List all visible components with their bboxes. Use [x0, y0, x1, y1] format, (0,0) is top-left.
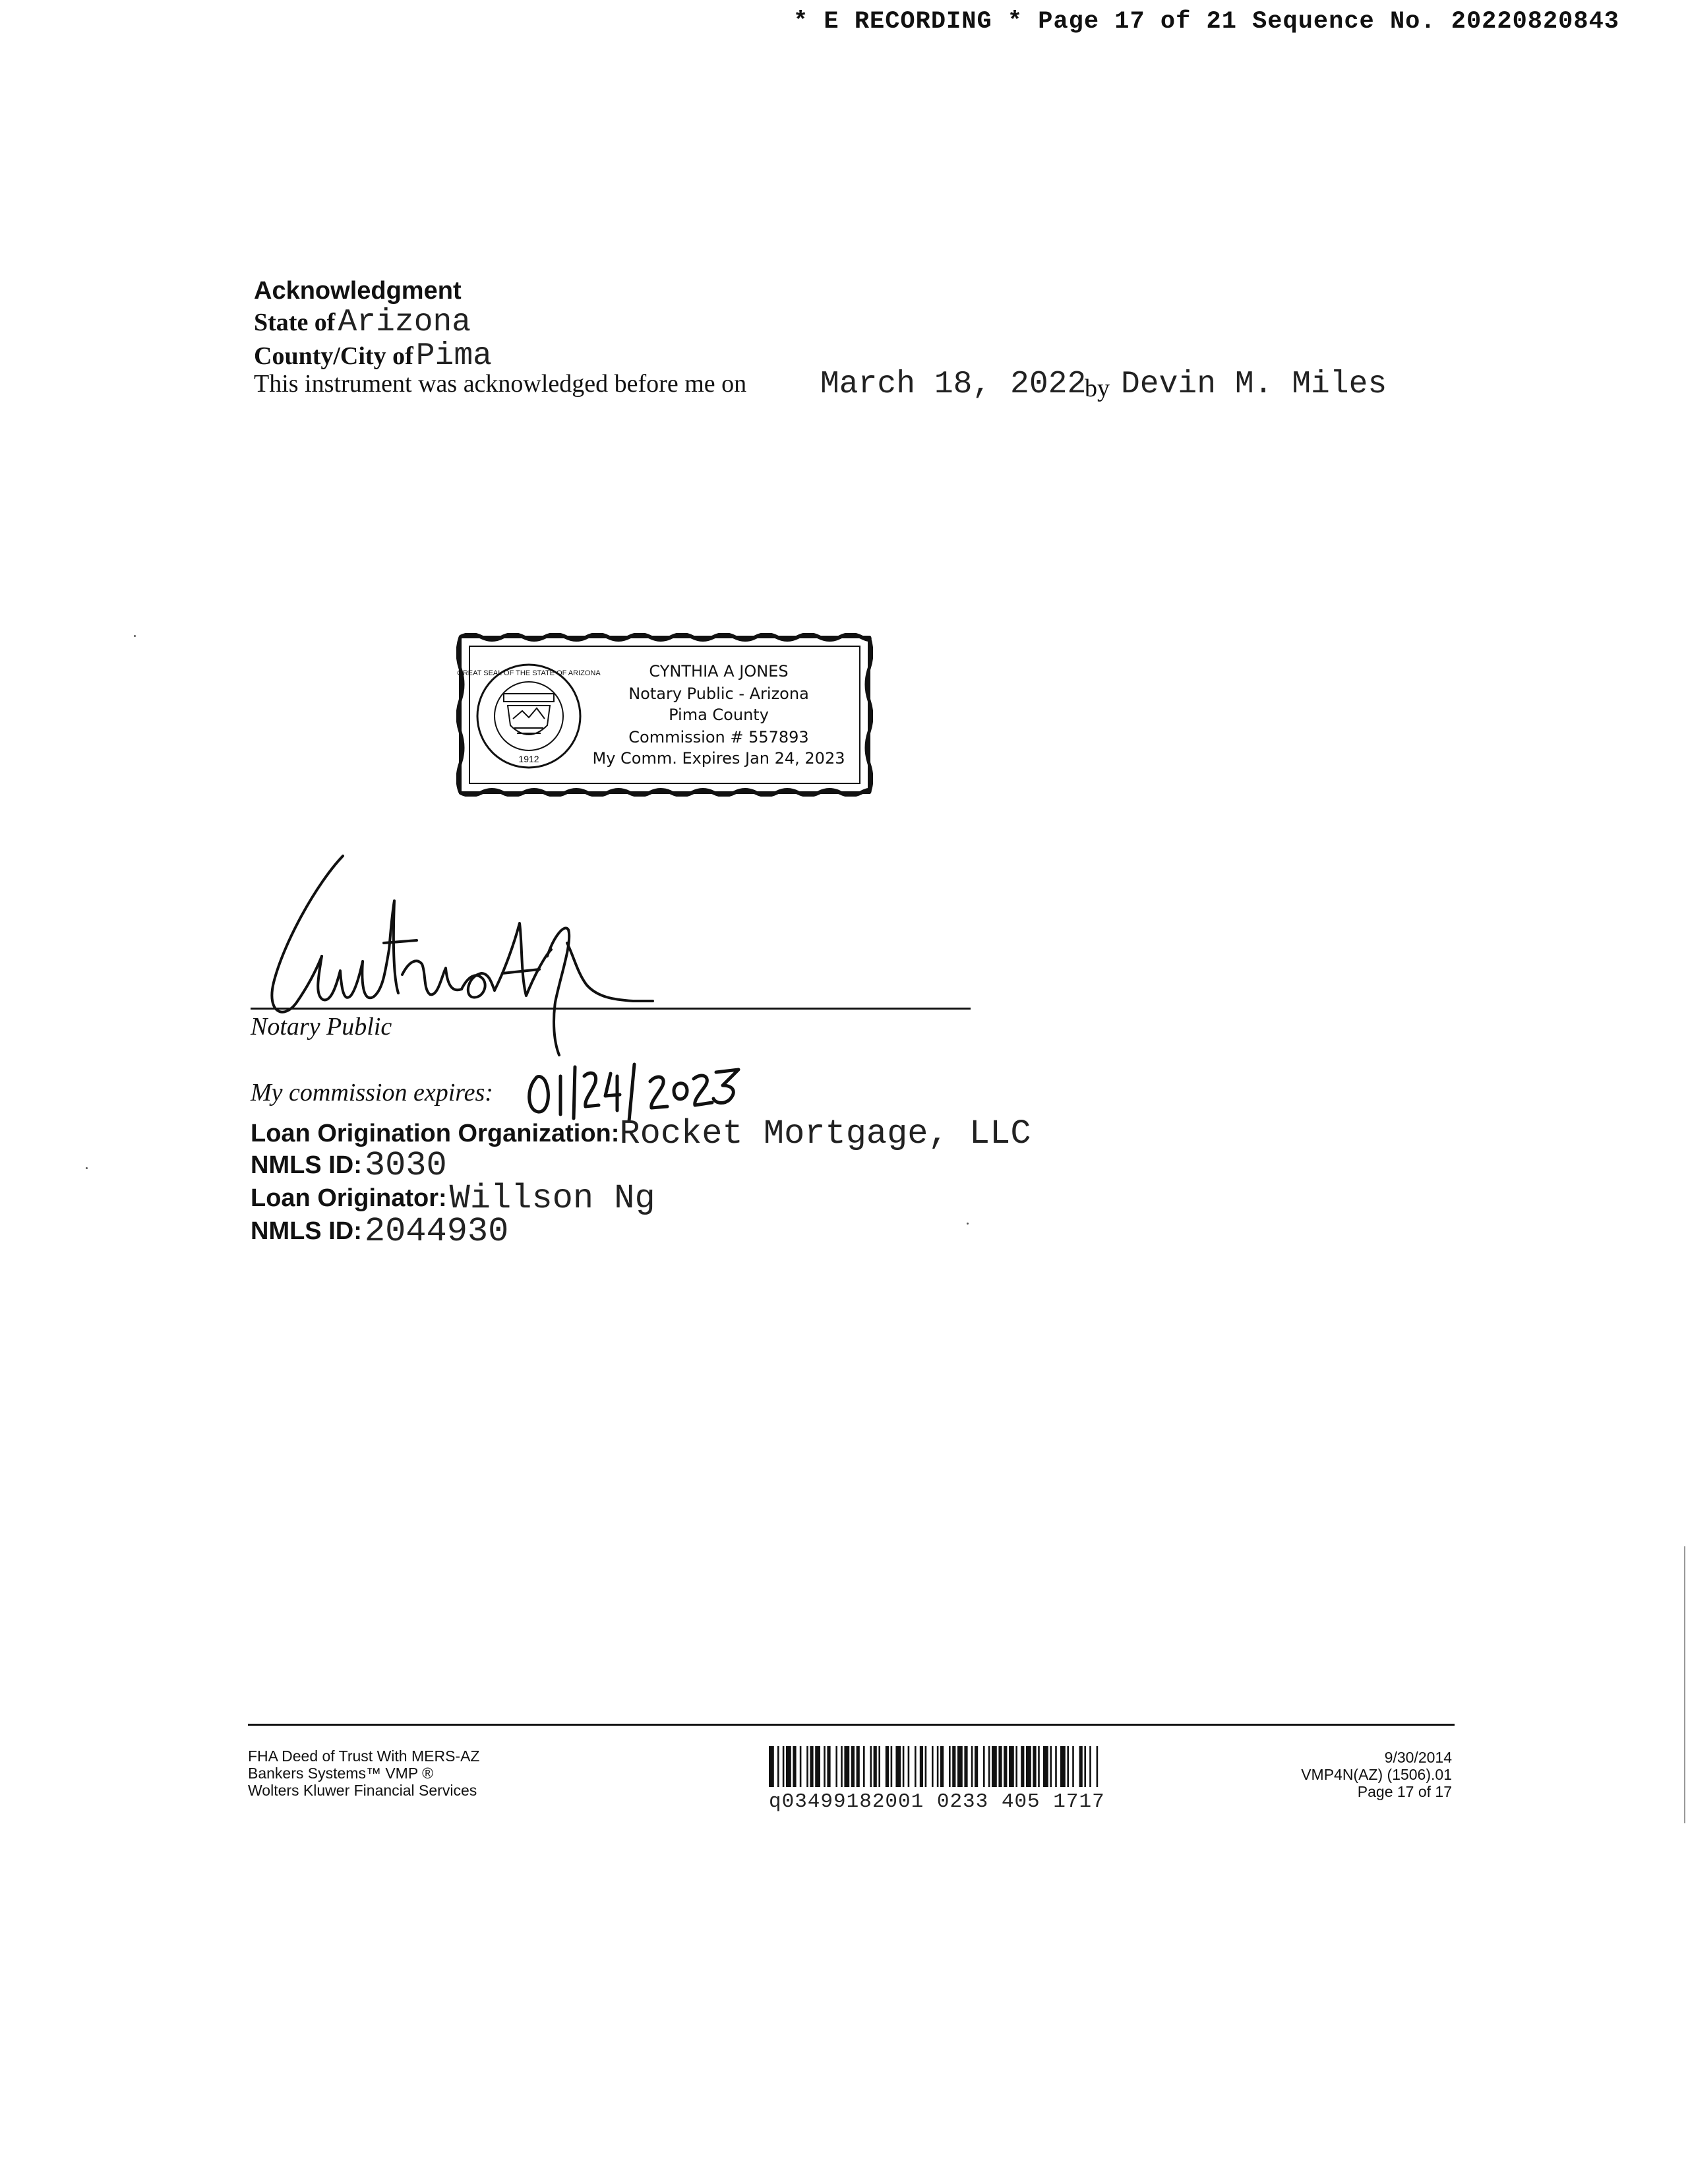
- originator-label: Loan Originator:: [251, 1184, 447, 1212]
- acknowledged-label: This instrument was acknowledged before me on: [254, 370, 747, 398]
- barcode: [769, 1746, 1228, 1794]
- stamp-name: CYNTHIA A JONES: [649, 662, 789, 681]
- footer-publisher: Wolters Kluwer Financial Services: [248, 1782, 477, 1799]
- footer-form-title: FHA Deed of Trust With MERS-AZ: [248, 1747, 480, 1765]
- acknowledged-date: March 18, 2022: [820, 367, 1087, 402]
- scan-speck: [86, 1167, 88, 1169]
- state-value: Arizona: [338, 305, 471, 340]
- footer-form-info: [248, 1747, 479, 1799]
- county-value: Pima: [415, 338, 492, 374]
- signature-line: [251, 1008, 971, 1010]
- barcode-number: q03499182001 0233 405 1717: [769, 1790, 1105, 1813]
- footer-rule: [248, 1724, 1455, 1726]
- state-label: State of: [254, 309, 336, 336]
- acknowledgment-title: Acknowledgment: [254, 277, 462, 305]
- originator-nmls-line: [251, 1212, 508, 1251]
- stamp-county: Pima County: [669, 706, 769, 724]
- originator-value: Willson Ng: [449, 1179, 655, 1218]
- commission-expires-label: My commission expires:: [251, 1079, 493, 1107]
- commission-date-handwritten: [521, 1050, 745, 1122]
- org-nmls-label: NMLS ID:: [251, 1151, 362, 1179]
- loan-org-label: Loan Origination Organization:: [251, 1120, 620, 1147]
- scan-speck: [134, 635, 136, 637]
- recording-header: * E RECORDING * Page 17 of 21 Sequence No. 20220820843: [793, 8, 1619, 36]
- org-nmls-value: 3030: [364, 1146, 447, 1185]
- county-line: [254, 338, 492, 374]
- originator-nmls-value: 2044930: [364, 1212, 509, 1251]
- stamp-expires: My Comm. Expires Jan 24, 2023: [592, 749, 845, 768]
- signer-name: Devin M. Miles: [1121, 367, 1387, 402]
- footer-form-code: [1301, 1749, 1452, 1800]
- footer-date: 9/30/2014: [1384, 1749, 1452, 1766]
- scan-speck: [967, 1223, 969, 1225]
- scan-edge-mark: [1684, 1546, 1685, 1823]
- originator-nmls-label: NMLS ID:: [251, 1217, 362, 1245]
- county-label: County/City of: [254, 342, 413, 370]
- notary-public-label: Notary Public: [251, 1013, 392, 1041]
- notary-stamp: [456, 633, 873, 797]
- state-line: [254, 305, 471, 340]
- seal-ring-text: GREAT SEAL OF THE STATE OF ARIZONA: [457, 669, 601, 677]
- stamp-title: Notary Public - Arizona: [628, 684, 809, 703]
- footer-form-number: VMP4N(AZ) (1506).01: [1301, 1766, 1452, 1783]
- footer-vendor: Bankers Systems™ VMP ®: [248, 1765, 434, 1782]
- by-label: by: [1085, 375, 1110, 402]
- stamp-commission: Commission # 557893: [628, 728, 809, 746]
- loan-org-value: Rocket Mortgage, LLC: [619, 1114, 1031, 1153]
- footer-page-number: Page 17 of 17: [1357, 1783, 1452, 1800]
- seal-year: 1912: [518, 754, 539, 764]
